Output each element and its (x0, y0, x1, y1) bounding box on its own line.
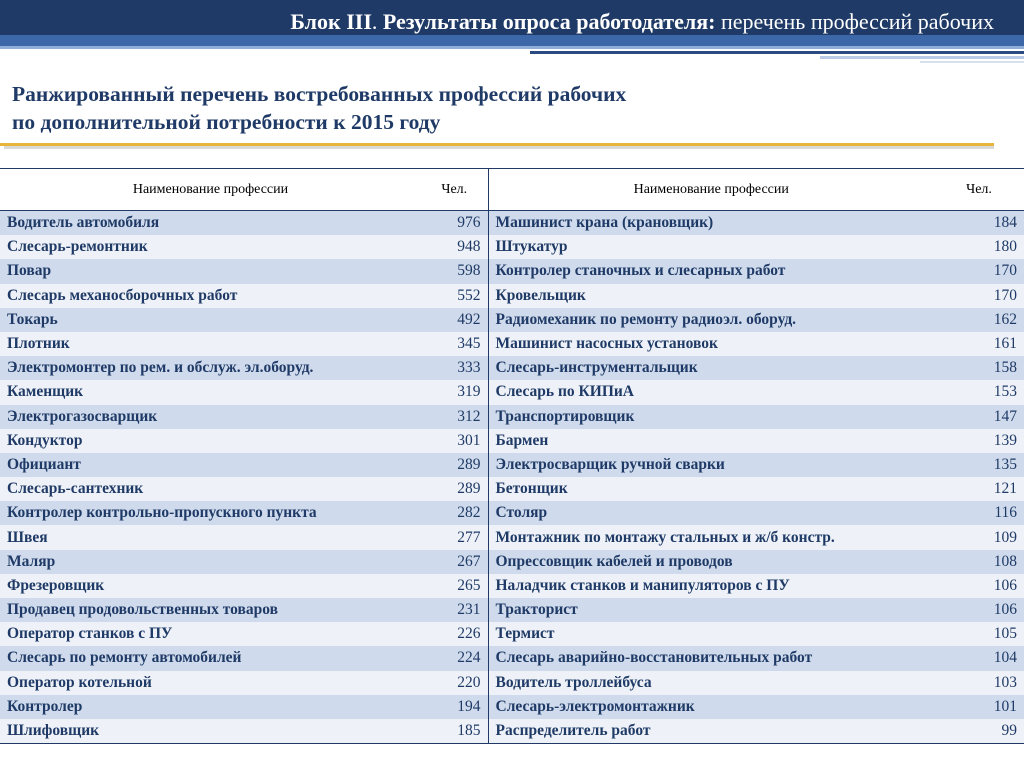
profession-name-right: Транспортировщик (488, 405, 934, 429)
count-left: 265 (421, 574, 488, 598)
profession-name-left: Официант (0, 453, 421, 477)
table-row (0, 719, 1024, 744)
table-row (0, 356, 1024, 380)
count-left: 220 (421, 671, 488, 695)
subtitle-underline (0, 143, 994, 146)
profession-name-right: Наладчик станков и манипуляторов с ПУ (488, 574, 934, 598)
col-header-count-left: Чел. (421, 169, 488, 211)
count-left: 194 (421, 695, 488, 719)
profession-name-right: Машинист крана (крановщик) (488, 211, 934, 236)
count-right: 153 (934, 380, 1024, 404)
profession-name-right: Контролер станочных и слесарных работ (488, 259, 934, 283)
header-bold-part: Результаты опроса работодателя: (382, 9, 716, 34)
table-row (0, 332, 1024, 356)
count-left: 226 (421, 622, 488, 646)
decor-line-1 (530, 51, 1024, 54)
header-dot: . (371, 9, 378, 34)
table-row (0, 380, 1024, 404)
count-right: 170 (934, 284, 1024, 308)
table-row (0, 259, 1024, 283)
count-right: 135 (934, 453, 1024, 477)
count-left: 598 (421, 259, 488, 283)
count-right: 158 (934, 356, 1024, 380)
profession-name-left: Швея (0, 525, 421, 549)
profession-name-right: Машинист насосных установок (488, 332, 934, 356)
profession-name-left: Продавец продовольственных товаров (0, 598, 421, 622)
profession-name-left: Электрогазосварщик (0, 405, 421, 429)
profession-name-left: Слесарь-ремонтник (0, 235, 421, 259)
profession-name-right: Слесарь-инструментальщик (488, 356, 934, 380)
table-row (0, 308, 1024, 332)
profession-name-left: Каменщик (0, 380, 421, 404)
col-header-count-right: Чел. (934, 169, 1024, 211)
count-right: 139 (934, 429, 1024, 453)
count-left: 185 (421, 719, 488, 744)
count-right: 106 (934, 574, 1024, 598)
count-left: 301 (421, 429, 488, 453)
profession-name-right: Водитель троллейбуса (488, 671, 934, 695)
count-left: 231 (421, 598, 488, 622)
table-row (0, 211, 1024, 236)
profession-name-right: Штукатур (488, 235, 934, 259)
subtitle-line-2: по дополнительной потребности к 2015 году (12, 110, 441, 134)
count-left: 224 (421, 646, 488, 670)
count-right: 184 (934, 211, 1024, 236)
profession-name-left: Слесарь-сантехник (0, 477, 421, 501)
count-left: 345 (421, 332, 488, 356)
count-left: 333 (421, 356, 488, 380)
table-row (0, 453, 1024, 477)
profession-name-right: Слесарь по КИПиА (488, 380, 934, 404)
count-left: 289 (421, 477, 488, 501)
profession-name-right: Бетонщик (488, 477, 934, 501)
table-row (0, 429, 1024, 453)
profession-name-left: Оператор котельной (0, 671, 421, 695)
count-right: 121 (934, 477, 1024, 501)
count-right: 108 (934, 550, 1024, 574)
count-right: 101 (934, 695, 1024, 719)
table-body (0, 211, 1024, 744)
profession-name-right: Тракторист (488, 598, 934, 622)
profession-name-left: Оператор станков с ПУ (0, 622, 421, 646)
table-row (0, 235, 1024, 259)
profession-name-left: Контролер (0, 695, 421, 719)
count-right: 161 (934, 332, 1024, 356)
profession-name-right: Распределитель работ (488, 719, 934, 744)
table-row (0, 550, 1024, 574)
subtitle-underline-shadow (4, 146, 994, 149)
count-right: 162 (934, 308, 1024, 332)
col-header-name-left: Наименование профессии (0, 169, 421, 211)
profession-name-left: Слесарь по ремонту автомобилей (0, 646, 421, 670)
table-row (0, 622, 1024, 646)
count-left: 552 (421, 284, 488, 308)
count-left: 282 (421, 501, 488, 525)
profession-name-right: Радиомеханик по ремонту радиоэл. оборуд. (488, 308, 934, 332)
table-row (0, 695, 1024, 719)
count-left: 312 (421, 405, 488, 429)
profession-name-left: Контролер контрольно-пропускного пункта (0, 501, 421, 525)
profession-name-right: Бармен (488, 429, 934, 453)
profession-name-left: Слесарь механосборочных работ (0, 284, 421, 308)
count-right: 103 (934, 671, 1024, 695)
profession-name-right: Слесарь-электромонтажник (488, 695, 934, 719)
count-right: 180 (934, 235, 1024, 259)
profession-name-left: Электромонтер по рем. и обслуж. эл.оборуд. (0, 356, 421, 380)
header-stripe-light (0, 46, 1024, 49)
profession-name-right: Опрессовщик кабелей и проводов (488, 550, 934, 574)
profession-name-right: Электросварщик ручной сварки (488, 453, 934, 477)
profession-name-left: Повар (0, 259, 421, 283)
block-label: Блок III (290, 9, 372, 34)
header-band (0, 0, 1024, 48)
profession-name-left: Маляр (0, 550, 421, 574)
count-right: 106 (934, 598, 1024, 622)
count-left: 267 (421, 550, 488, 574)
count-left: 319 (421, 380, 488, 404)
profession-name-right: Монтажник по монтажу стальных и ж/б констр. (488, 525, 934, 549)
profession-name-left: Водитель автомобиля (0, 211, 421, 236)
table-row (0, 574, 1024, 598)
table-row (0, 525, 1024, 549)
slide-header-title (290, 9, 994, 35)
decor-line-2 (820, 56, 1024, 59)
count-right: 99 (934, 719, 1024, 744)
table-row (0, 477, 1024, 501)
profession-name-left: Токарь (0, 308, 421, 332)
table-row (0, 405, 1024, 429)
profession-name-right: Слесарь аварийно-восстановительных работ (488, 646, 934, 670)
count-right: 105 (934, 622, 1024, 646)
count-right: 170 (934, 259, 1024, 283)
table-row (0, 671, 1024, 695)
profession-name-right: Столяр (488, 501, 934, 525)
header-stripe (0, 35, 1024, 46)
table-header-row (0, 169, 1024, 211)
professions-table (0, 168, 1024, 744)
table-row (0, 598, 1024, 622)
count-left: 492 (421, 308, 488, 332)
slide-subtitle (12, 80, 992, 136)
col-header-name-right: Наименование профессии (488, 169, 934, 211)
decor-line-3 (920, 61, 1024, 63)
table-row (0, 501, 1024, 525)
count-left: 976 (421, 211, 488, 236)
count-left: 948 (421, 235, 488, 259)
count-left: 289 (421, 453, 488, 477)
table-row (0, 646, 1024, 670)
header-normal-part: перечень профессий рабочих (720, 9, 994, 34)
profession-name-left: Кондуктор (0, 429, 421, 453)
count-left: 277 (421, 525, 488, 549)
count-right: 104 (934, 646, 1024, 670)
table-row (0, 284, 1024, 308)
count-right: 116 (934, 501, 1024, 525)
profession-name-left: Шлифовщик (0, 719, 421, 744)
profession-name-left: Плотник (0, 332, 421, 356)
profession-name-left: Фрезеровщик (0, 574, 421, 598)
profession-name-right: Термист (488, 622, 934, 646)
subtitle-line-1: Ранжированный перечень востребованных профессий рабочих (12, 82, 627, 106)
count-right: 109 (934, 525, 1024, 549)
count-right: 147 (934, 405, 1024, 429)
profession-name-right: Кровельщик (488, 284, 934, 308)
